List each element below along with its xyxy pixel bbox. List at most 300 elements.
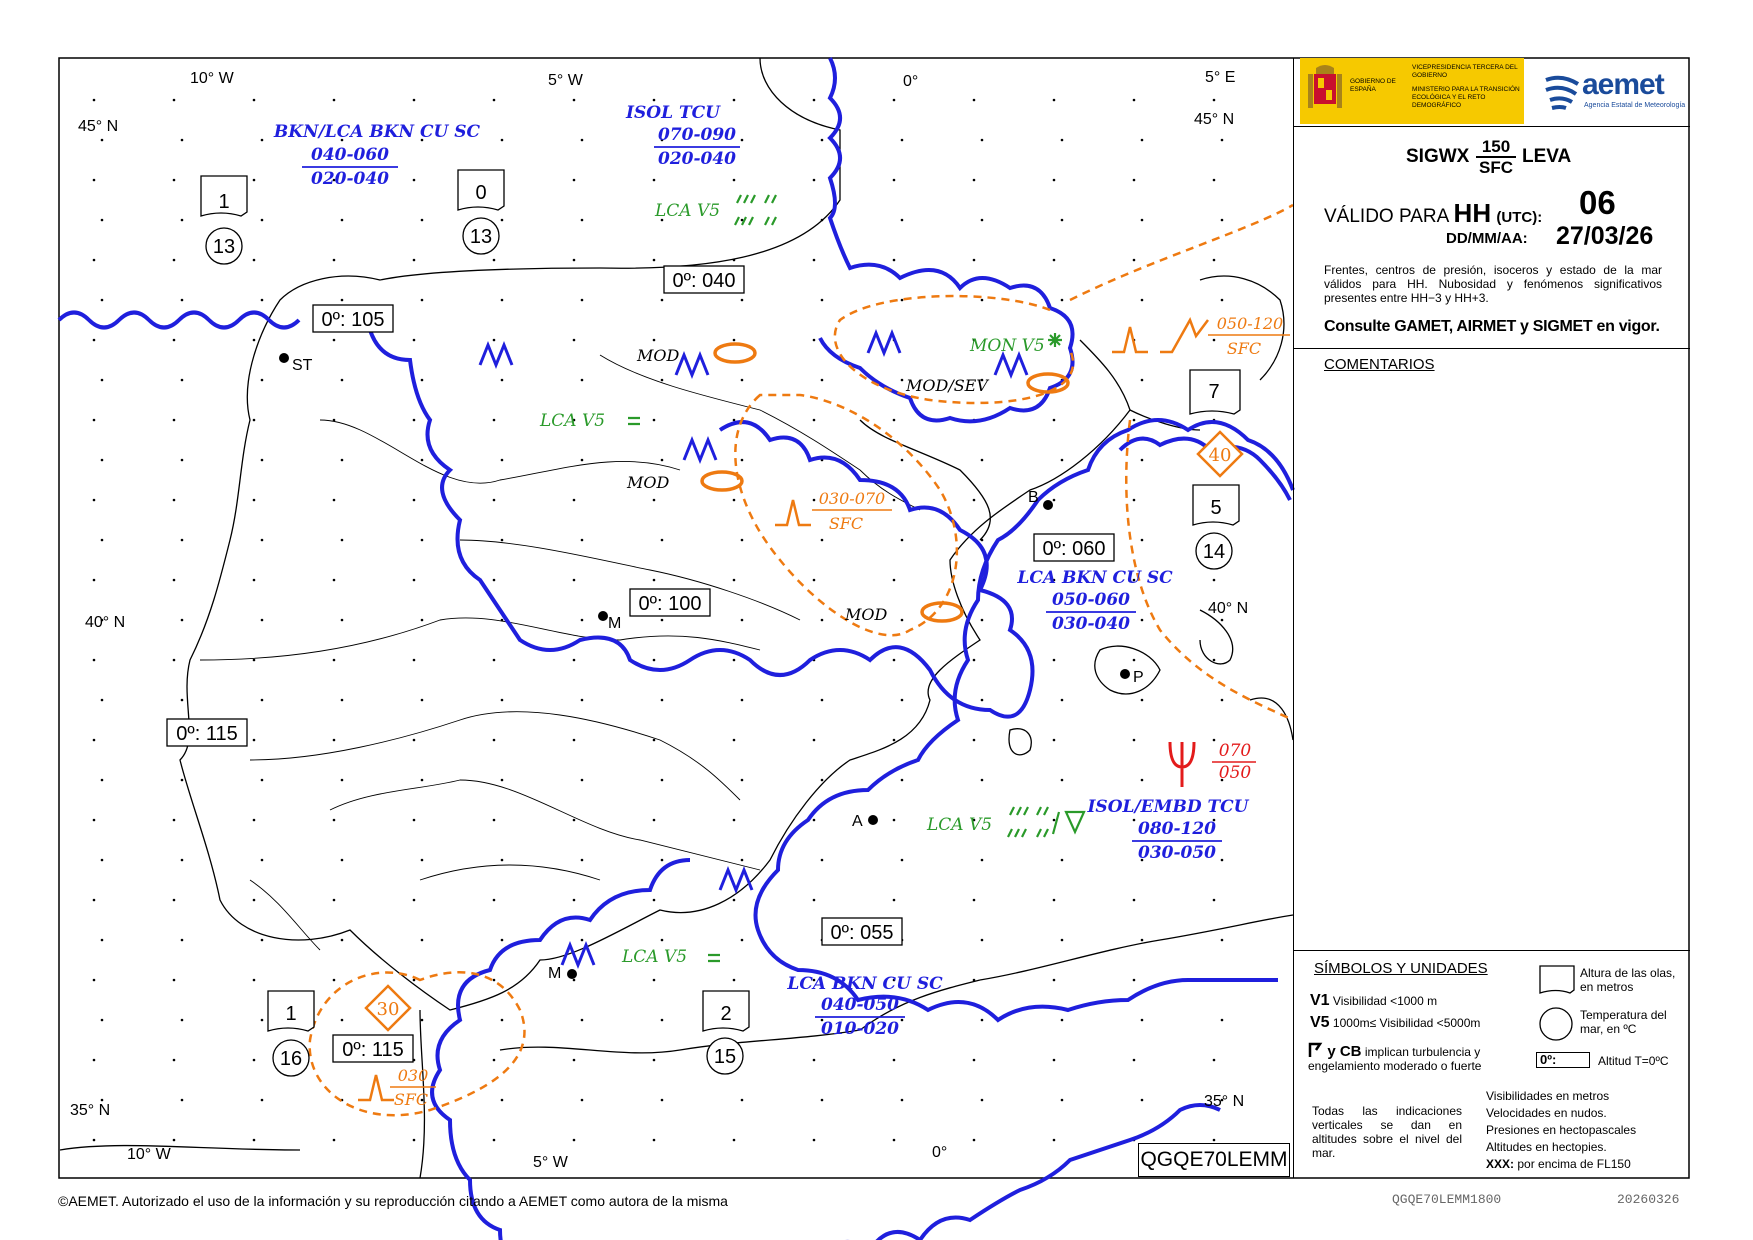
grid-dot bbox=[101, 859, 104, 862]
grid-dot bbox=[901, 619, 904, 622]
turb-level-bottom: SFC bbox=[1226, 339, 1262, 358]
grid-dot bbox=[1213, 659, 1216, 662]
turbulence-icon bbox=[1112, 327, 1148, 352]
grid-dot bbox=[493, 99, 496, 102]
zero-isotherm-label: 0º: 115 bbox=[176, 723, 238, 745]
grid-dot bbox=[501, 459, 504, 462]
grid-dot bbox=[1053, 99, 1056, 102]
hh-label: HH bbox=[1453, 198, 1492, 228]
grid-dot bbox=[901, 779, 904, 782]
legend-sst: Temperatura del mar, en ºC bbox=[1580, 1008, 1667, 1036]
grid-dot bbox=[581, 459, 584, 462]
grid-dot bbox=[1053, 979, 1056, 982]
grid-dot bbox=[421, 219, 424, 222]
grid-dot bbox=[1053, 499, 1056, 502]
grid-dot bbox=[1133, 659, 1136, 662]
grid-dot bbox=[493, 899, 496, 902]
grid-dot bbox=[501, 539, 504, 542]
grid-dot bbox=[261, 299, 264, 302]
grid-dot bbox=[101, 1019, 104, 1022]
grid-dot bbox=[733, 739, 736, 742]
grid-dot bbox=[501, 139, 504, 142]
grid-dot bbox=[981, 1099, 984, 1102]
grid-dot bbox=[741, 299, 744, 302]
grid-dot bbox=[973, 259, 976, 262]
cloud-layer: 010-020 bbox=[820, 1019, 900, 1039]
grid-dot bbox=[973, 179, 976, 182]
grid-dot bbox=[1061, 219, 1064, 222]
grid-dot bbox=[901, 219, 904, 222]
turb-level-bottom: SFC bbox=[828, 514, 864, 533]
grid-dot bbox=[181, 379, 184, 382]
grid-dot bbox=[653, 259, 656, 262]
zero-isotherm-label: 0º: 115 bbox=[342, 1039, 404, 1061]
grid-dot bbox=[821, 219, 824, 222]
grid-dot bbox=[181, 539, 184, 542]
grid-dot bbox=[981, 539, 984, 542]
grid-dot bbox=[253, 99, 256, 102]
grid-dot bbox=[1053, 739, 1056, 742]
grid-dot bbox=[741, 859, 744, 862]
lon-label: 5° W bbox=[533, 1154, 568, 1171]
icing-level-top: 070 bbox=[1218, 741, 1252, 761]
grid-dot bbox=[1213, 179, 1216, 182]
grid-dot bbox=[973, 99, 976, 102]
grid-dot bbox=[501, 939, 504, 942]
legend-title: SÍMBOLOS Y UNIDADES bbox=[1314, 960, 1488, 977]
grid-dot bbox=[1141, 699, 1144, 702]
grid-dot bbox=[1221, 219, 1224, 222]
turbulence-label: MOD bbox=[845, 605, 888, 624]
grid-dot bbox=[501, 219, 504, 222]
visibility-label: MON V5 bbox=[970, 336, 1045, 356]
borders bbox=[200, 355, 920, 950]
grid-dot bbox=[581, 779, 584, 782]
grid-dot bbox=[1141, 459, 1144, 462]
visibility-label: LCA V5 bbox=[540, 411, 606, 431]
cloud-boundaries bbox=[59, 58, 1293, 1240]
grid-dot bbox=[101, 379, 104, 382]
grid-dot bbox=[821, 379, 824, 382]
grid-dot bbox=[1141, 1019, 1144, 1022]
grid-dot bbox=[733, 659, 736, 662]
orange-line-north bbox=[1070, 205, 1293, 300]
grid-dot bbox=[93, 819, 96, 822]
grid-dot bbox=[253, 1059, 256, 1062]
grid-dot bbox=[1061, 779, 1064, 782]
consult-note: Consulte GAMET, AIRMET y SIGMET en vigor. bbox=[1324, 318, 1660, 335]
grid-dot bbox=[581, 539, 584, 542]
grid-dot bbox=[1053, 259, 1056, 262]
grid-dot bbox=[501, 779, 504, 782]
lon-label: 0° bbox=[932, 1144, 948, 1161]
grid-dot bbox=[741, 939, 744, 942]
comments-title: COMENTARIOS bbox=[1324, 356, 1435, 373]
diamond-label: 40 bbox=[1208, 445, 1232, 466]
grid-dot bbox=[501, 299, 504, 302]
grid-dot bbox=[1213, 99, 1216, 102]
grid-dot bbox=[733, 419, 736, 422]
grid-dot bbox=[661, 299, 664, 302]
grid-dot bbox=[573, 1139, 576, 1142]
mountain-obscured-icon bbox=[562, 945, 594, 965]
sst-value: 13 bbox=[212, 236, 236, 258]
wave-value: 7 bbox=[1208, 381, 1220, 403]
grid-dot bbox=[653, 419, 656, 422]
icing-level-bottom: 050 bbox=[1218, 763, 1252, 783]
turb-level-top: 030-070 bbox=[818, 489, 886, 508]
cloud-label: LCA BKN CU SC bbox=[787, 974, 943, 994]
grid-dot bbox=[261, 539, 264, 542]
bulletin-code-box: QGQE70LEMM bbox=[1138, 1143, 1290, 1177]
legend-units bbox=[1486, 1088, 1686, 1173]
grid-dot bbox=[413, 899, 416, 902]
grid-dot bbox=[261, 779, 264, 782]
description: Frentes, centros de presión, isoceros y estado de la mar válidos para HH. Nubosidad y fenómenos significativos presentes entre HH−3 y HH+3. bbox=[1324, 263, 1662, 305]
grid-dot bbox=[421, 619, 424, 622]
grid-dot bbox=[261, 139, 264, 142]
grid-dot bbox=[661, 1099, 664, 1102]
valid-date: 27/03/26 bbox=[1556, 222, 1654, 250]
grid-dot bbox=[493, 1059, 496, 1062]
grid-dot bbox=[741, 779, 744, 782]
snow-icon bbox=[1048, 333, 1062, 347]
region-code: LEVA bbox=[1522, 146, 1572, 167]
mountain-obscured-icon bbox=[868, 333, 900, 353]
grid-dot bbox=[581, 619, 584, 622]
cloud-layer: 040-060 bbox=[310, 145, 390, 165]
v1-code: V1 bbox=[1310, 992, 1330, 1009]
cloud-layer: 020-040 bbox=[310, 169, 390, 189]
grid-dot bbox=[1221, 299, 1224, 302]
grid-dot bbox=[1053, 1139, 1056, 1142]
grid-dot bbox=[893, 899, 896, 902]
grid-dot bbox=[573, 339, 576, 342]
grid-dot bbox=[181, 619, 184, 622]
grid-dot bbox=[173, 99, 176, 102]
grid-dot bbox=[93, 99, 96, 102]
grid-dot bbox=[901, 859, 904, 862]
grid-dot bbox=[573, 499, 576, 502]
v1-text: Visibilidad <1000 m bbox=[1332, 994, 1438, 1008]
grid-dot bbox=[893, 579, 896, 582]
grid-dot bbox=[581, 139, 584, 142]
lat-label: 35° N bbox=[1204, 1093, 1245, 1110]
grid-dot bbox=[1133, 819, 1136, 822]
grid-dot bbox=[261, 1019, 264, 1022]
turbulence-label: MOD/SEV bbox=[906, 376, 988, 395]
grid-dot bbox=[893, 659, 896, 662]
grid-dot bbox=[581, 219, 584, 222]
grid-dot bbox=[261, 379, 264, 382]
grid-dot bbox=[173, 259, 176, 262]
grid-dot bbox=[341, 699, 344, 702]
date-label: DD/MM/AA: bbox=[1446, 230, 1528, 247]
grid-dot bbox=[101, 459, 104, 462]
divider bbox=[1294, 126, 1690, 127]
grid-dot bbox=[261, 939, 264, 942]
grid-dot bbox=[741, 539, 744, 542]
grid-dot bbox=[813, 339, 816, 342]
lat-label: 40° N bbox=[1208, 600, 1249, 617]
grid-dot bbox=[501, 379, 504, 382]
grid-dot bbox=[413, 979, 416, 982]
lon-label: 5° W bbox=[548, 72, 583, 89]
grid-dot bbox=[333, 419, 336, 422]
grid-dot bbox=[173, 499, 176, 502]
legend-v1 bbox=[1310, 994, 1437, 1008]
sst-value: 16 bbox=[279, 1048, 303, 1070]
wave-value: 0 bbox=[475, 182, 487, 204]
grid-dot bbox=[1141, 779, 1144, 782]
grid-dot bbox=[661, 459, 664, 462]
wave-value: 1 bbox=[285, 1003, 297, 1025]
grid-dot bbox=[333, 579, 336, 582]
grid-dot bbox=[181, 699, 184, 702]
mountain-obscured-icon bbox=[720, 870, 752, 890]
grid-dot bbox=[661, 699, 664, 702]
grid-dot bbox=[1053, 179, 1056, 182]
grid-dot bbox=[1061, 699, 1064, 702]
turbulence-label: MOD bbox=[637, 346, 680, 365]
info-panel bbox=[1293, 58, 1689, 1178]
grid-dot bbox=[181, 299, 184, 302]
grid-dot bbox=[973, 1059, 976, 1062]
grid-dot bbox=[413, 179, 416, 182]
grid-dot bbox=[181, 939, 184, 942]
grid-dot bbox=[421, 539, 424, 542]
grid-dot bbox=[261, 459, 264, 462]
grid-dot bbox=[173, 979, 176, 982]
grid-dot bbox=[733, 99, 736, 102]
ministry-text bbox=[1412, 64, 1522, 110]
cloud-layer: 050-060 bbox=[1051, 590, 1131, 610]
zero-isotherm-label: 0º: 040 bbox=[672, 270, 736, 292]
grid-dot bbox=[821, 619, 824, 622]
grid-dot bbox=[901, 379, 904, 382]
grid-dot bbox=[341, 379, 344, 382]
fl-bottom: SFC bbox=[1479, 158, 1513, 177]
grid-dot bbox=[981, 459, 984, 462]
grid-dot bbox=[733, 179, 736, 182]
grid-dot bbox=[981, 139, 984, 142]
grid-dot bbox=[1053, 659, 1056, 662]
turbulence-icon bbox=[358, 1075, 394, 1100]
grid-dot bbox=[101, 1099, 104, 1102]
city-label: M bbox=[548, 965, 562, 982]
grid-dot bbox=[893, 1139, 896, 1142]
cloud-label: ISOL TCU bbox=[626, 103, 720, 123]
grid-dot bbox=[653, 339, 656, 342]
grid-dot bbox=[93, 339, 96, 342]
grid-dot bbox=[1213, 1139, 1216, 1142]
grid-dot bbox=[413, 419, 416, 422]
grid-dot bbox=[173, 899, 176, 902]
turb-ellipse bbox=[702, 472, 742, 490]
grid-dot bbox=[253, 419, 256, 422]
grid-dot bbox=[581, 1019, 584, 1022]
grid-dot bbox=[101, 699, 104, 702]
grid-dot bbox=[821, 539, 824, 542]
grid-dot bbox=[181, 139, 184, 142]
grid-dot bbox=[501, 699, 504, 702]
grid-dot bbox=[733, 579, 736, 582]
grid-dot bbox=[901, 299, 904, 302]
aemet-logo bbox=[1542, 68, 1686, 114]
grid-dot bbox=[973, 739, 976, 742]
grid-dot bbox=[1053, 1059, 1056, 1062]
grid-dot bbox=[261, 619, 264, 622]
grid-dot bbox=[981, 699, 984, 702]
grid-dot bbox=[1061, 1099, 1064, 1102]
mountain-obscured-icon bbox=[480, 345, 512, 365]
grid-dot bbox=[493, 259, 496, 262]
grid-dot bbox=[653, 899, 656, 902]
grid-dot bbox=[421, 1019, 424, 1022]
grid-dot bbox=[733, 259, 736, 262]
grid-dot bbox=[93, 899, 96, 902]
grid-dot bbox=[93, 259, 96, 262]
grid-dot bbox=[493, 419, 496, 422]
cloud-layer: 030-050 bbox=[1137, 843, 1217, 863]
grid-dot bbox=[1133, 259, 1136, 262]
grid-dot bbox=[901, 1019, 904, 1022]
grid-dot bbox=[973, 659, 976, 662]
city-label: ST bbox=[292, 357, 313, 374]
grid-dot bbox=[1133, 419, 1136, 422]
wave-flag-icon bbox=[1538, 964, 1576, 994]
grid-dot bbox=[173, 819, 176, 822]
grid-dot bbox=[981, 1019, 984, 1022]
grid-dot bbox=[653, 979, 656, 982]
grid-dot bbox=[413, 659, 416, 662]
city-label: P bbox=[1133, 669, 1144, 686]
grid-dot bbox=[253, 979, 256, 982]
grid-dot bbox=[653, 659, 656, 662]
grid-dot bbox=[181, 779, 184, 782]
grid-dot bbox=[413, 99, 416, 102]
grid-dot bbox=[893, 499, 896, 502]
grid-dot bbox=[1221, 139, 1224, 142]
grid-dot bbox=[733, 899, 736, 902]
grid-dot bbox=[1061, 939, 1064, 942]
cloud-label: BKN/LCA BKN CU SC bbox=[273, 122, 481, 142]
ministry-line: MINISTERIO PARA LA TRANSICIÓN ECOLÓGICA Y EL RETO DEMOGRÁFICO bbox=[1412, 86, 1520, 109]
grid-dot bbox=[421, 859, 424, 862]
shower-icon bbox=[1053, 812, 1084, 834]
grid-dot bbox=[173, 1059, 176, 1062]
grid-dot bbox=[653, 739, 656, 742]
grid-dot bbox=[1221, 859, 1224, 862]
grid-dot bbox=[1133, 1059, 1136, 1062]
zero-isotherm-label: 0º: 100 bbox=[638, 593, 702, 615]
grid-dot bbox=[813, 819, 816, 822]
cb-text: implican turbulencia y engelamiento moderado o fuerte bbox=[1308, 1045, 1482, 1073]
v5-code: V5 bbox=[1310, 1014, 1330, 1031]
grid-dot bbox=[261, 699, 264, 702]
grid-dot bbox=[493, 499, 496, 502]
grid-dot bbox=[93, 419, 96, 422]
grid-dot bbox=[821, 779, 824, 782]
grid-dot bbox=[1061, 1019, 1064, 1022]
grid-dot bbox=[1133, 179, 1136, 182]
grid-dot bbox=[661, 939, 664, 942]
grid-dot bbox=[333, 819, 336, 822]
grid-dot bbox=[893, 419, 896, 422]
grid-dot bbox=[101, 139, 104, 142]
grid-dot bbox=[813, 1059, 816, 1062]
zero-isotherm-label: 0º: 055 bbox=[830, 922, 894, 944]
grid-dot bbox=[333, 739, 336, 742]
grid-dot bbox=[333, 259, 336, 262]
grid-dot bbox=[893, 179, 896, 182]
grid-dot bbox=[1053, 819, 1056, 822]
units-line: Altitudes en hectopies. bbox=[1486, 1140, 1607, 1154]
grid-dot bbox=[1221, 619, 1224, 622]
aemet-wordmark: aemet bbox=[1582, 68, 1664, 101]
units-line: Presiones en hectopascales bbox=[1486, 1123, 1637, 1137]
grid-dot bbox=[813, 179, 816, 182]
grid-dot bbox=[413, 499, 416, 502]
grid-dot bbox=[813, 739, 816, 742]
grid-dot bbox=[93, 979, 96, 982]
grid-dot bbox=[1141, 219, 1144, 222]
turb-ellipse bbox=[715, 344, 755, 362]
aemet-subtitle: Agencia Estatal de Meteorología bbox=[1584, 102, 1686, 109]
grid-dot bbox=[181, 1019, 184, 1022]
lon-label: 5° E bbox=[1205, 69, 1236, 86]
grid-dot bbox=[1141, 1099, 1144, 1102]
grid-dot bbox=[333, 499, 336, 502]
grid-dot bbox=[981, 779, 984, 782]
grid-dot bbox=[653, 1059, 656, 1062]
grid-dot bbox=[893, 1059, 896, 1062]
grid-dot bbox=[1053, 419, 1056, 422]
grid-dot bbox=[741, 459, 744, 462]
grid-dot bbox=[741, 379, 744, 382]
grid-dot bbox=[341, 299, 344, 302]
diamond-label: 30 bbox=[376, 999, 400, 1020]
grid-dot bbox=[101, 779, 104, 782]
grid-dot bbox=[661, 379, 664, 382]
diamonds bbox=[366, 432, 1242, 1030]
grid-dot bbox=[1061, 459, 1064, 462]
grid-dot bbox=[493, 979, 496, 982]
cloud-layer: 030-040 bbox=[1051, 614, 1131, 634]
grid-dot bbox=[413, 259, 416, 262]
grid-dot bbox=[661, 619, 664, 622]
grid-dot bbox=[493, 739, 496, 742]
grid-dot bbox=[981, 859, 984, 862]
grid-dot bbox=[733, 499, 736, 502]
grid-dot bbox=[581, 939, 584, 942]
wave-value: 1 bbox=[218, 191, 230, 213]
grid-dot bbox=[573, 899, 576, 902]
grid-dot bbox=[501, 1099, 504, 1102]
grid-dot bbox=[341, 619, 344, 622]
valid-for bbox=[1324, 198, 1542, 229]
footer-date: 20260326 bbox=[1617, 1192, 1680, 1207]
divider bbox=[1294, 950, 1690, 951]
cloud-layer: 040-050 bbox=[820, 995, 900, 1015]
grid-dot bbox=[981, 939, 984, 942]
grid-dot bbox=[333, 339, 336, 342]
grid-dot bbox=[1141, 139, 1144, 142]
grid-dot bbox=[181, 1099, 184, 1102]
grid-dot bbox=[901, 699, 904, 702]
grid-dot bbox=[501, 619, 504, 622]
mist-icon bbox=[708, 955, 720, 961]
